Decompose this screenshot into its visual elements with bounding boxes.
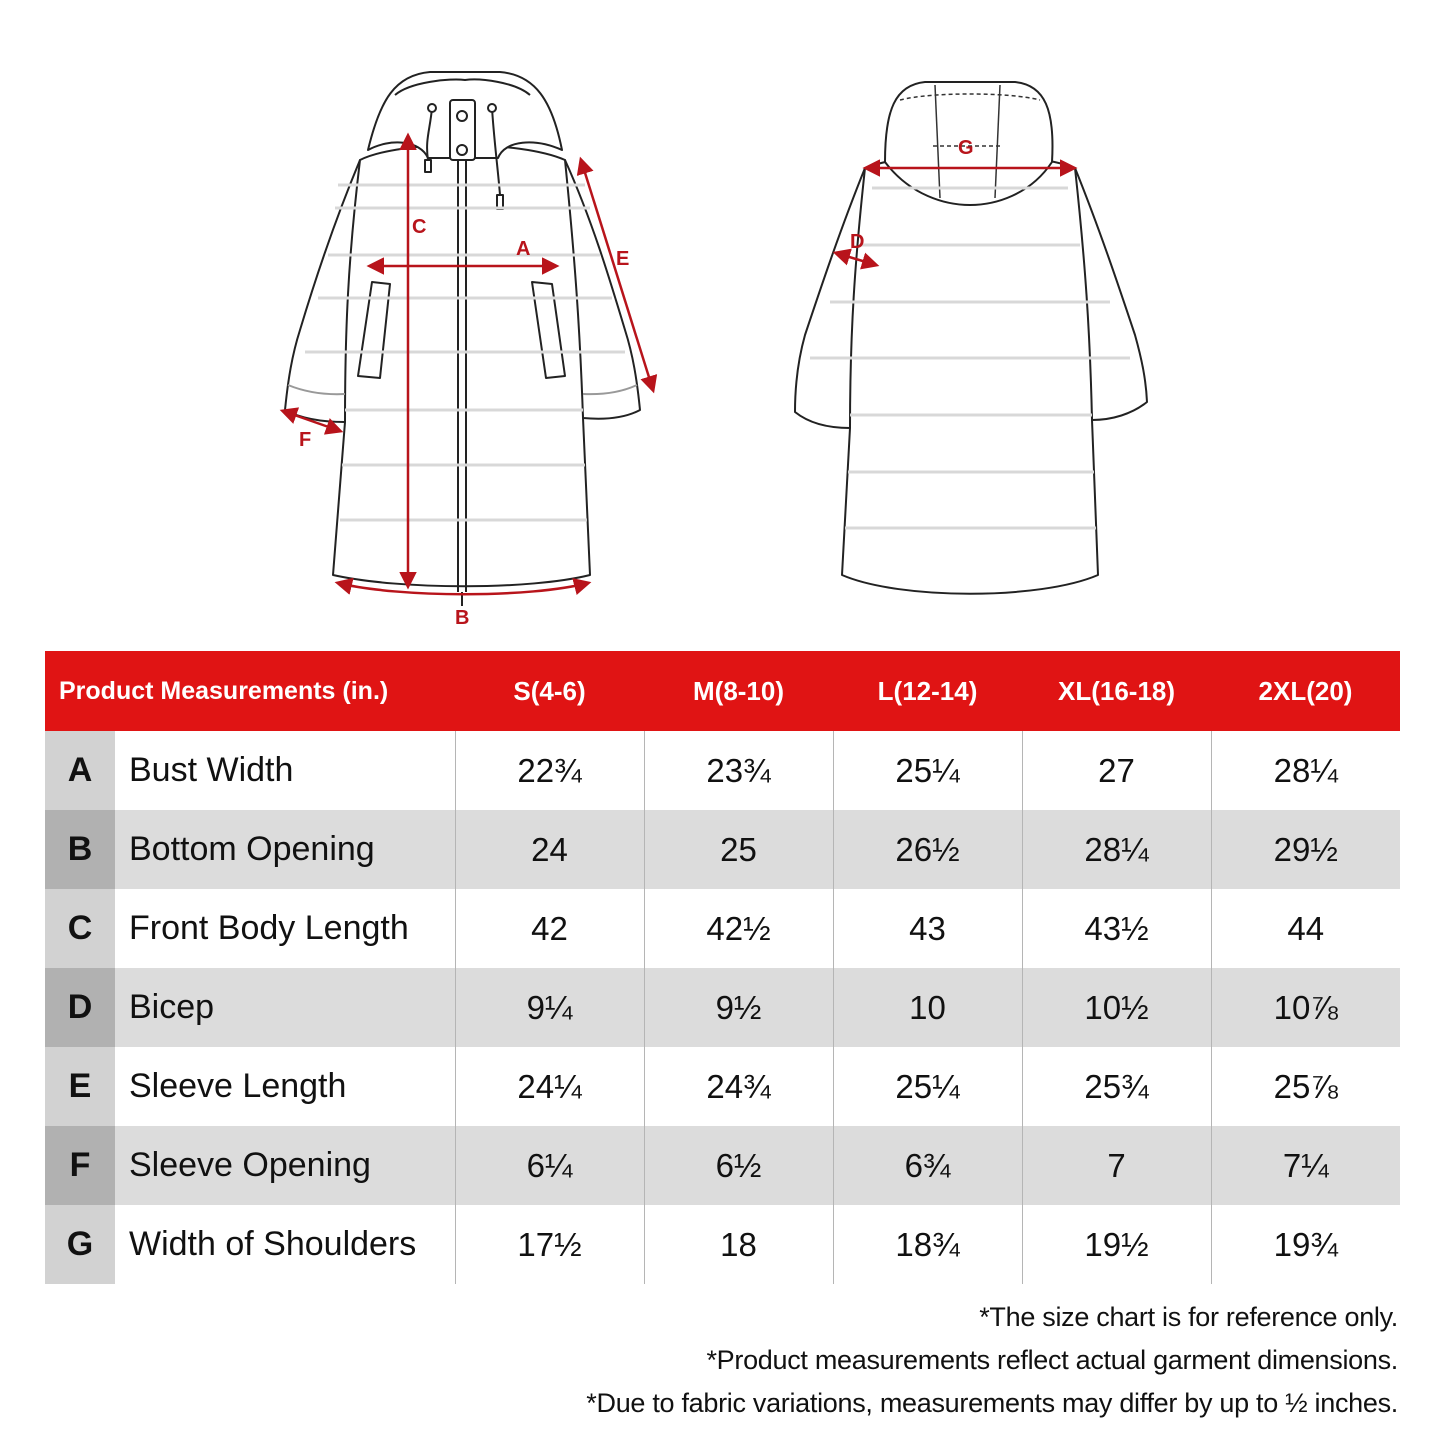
size-chart-table xyxy=(45,651,1400,1284)
cell-value: 17½ xyxy=(455,1205,644,1284)
cell-value: 42½ xyxy=(644,889,833,968)
cell-value: 43 xyxy=(833,889,1022,968)
size-header: M(8-10) xyxy=(644,651,833,731)
size-header: S(4-6) xyxy=(455,651,644,731)
cell-value: 10½ xyxy=(1022,968,1211,1047)
marker-a: A xyxy=(516,238,531,260)
row-name: Sleeve Opening xyxy=(115,1126,455,1205)
row-letter: G xyxy=(45,1205,115,1284)
coat-diagram xyxy=(0,0,1445,650)
marker-g: G xyxy=(958,137,974,159)
table-row xyxy=(45,968,1400,1047)
header-title: Product Measurements (in.) xyxy=(45,651,455,731)
row-name: Bust Width xyxy=(129,751,294,789)
cell-value: 10 xyxy=(833,968,1022,1047)
cell-value: 28¼ xyxy=(1022,810,1211,889)
row-letter: C xyxy=(45,889,115,968)
cell-value: 42 xyxy=(455,889,644,968)
cell-value: 7 xyxy=(1022,1126,1211,1205)
cell-value: 19½ xyxy=(1022,1205,1211,1284)
row-name: Front Body Length xyxy=(129,909,409,947)
table-row xyxy=(45,889,1400,968)
table-header-row xyxy=(45,651,1400,731)
row-name: Bottom Opening xyxy=(115,810,455,889)
cell-value: 18¾ xyxy=(833,1205,1022,1284)
row-letter: A xyxy=(45,731,115,810)
cell-value: 24 xyxy=(455,810,644,889)
table-row xyxy=(45,1047,1400,1126)
size-header: L(12-14) xyxy=(833,651,1022,731)
footnotes xyxy=(586,1296,1398,1425)
table-row xyxy=(45,1205,1400,1284)
cell-value: 10⅞ xyxy=(1211,968,1400,1047)
size-header: 2XL(20) xyxy=(1211,651,1400,731)
table-row xyxy=(45,810,1400,889)
cell-value: 29½ xyxy=(1211,810,1400,889)
table-row xyxy=(45,1126,1400,1205)
cell-value: 25¾ xyxy=(1022,1047,1211,1126)
row-letter: B xyxy=(45,810,115,889)
cell-value: 27 xyxy=(1022,731,1211,810)
cell-value: 24¼ xyxy=(455,1047,644,1126)
cell-value: 22¾ xyxy=(455,731,644,810)
coat-front-view xyxy=(285,72,640,606)
marker-b: B xyxy=(455,607,470,629)
cell-value: 24¾ xyxy=(644,1047,833,1126)
row-name: Bicep xyxy=(115,968,455,1047)
cell-value: 19¾ xyxy=(1211,1205,1400,1284)
marker-d: D xyxy=(850,231,865,253)
marker-c: C xyxy=(412,216,427,238)
row-letter: D xyxy=(45,968,115,1047)
cell-value: 43½ xyxy=(1022,889,1211,968)
cell-value: 9¼ xyxy=(455,968,644,1047)
note-reference: *The size chart is for reference only. xyxy=(979,1302,1398,1332)
size-header: XL(16-18) xyxy=(1022,651,1211,731)
cell-value: 23¾ xyxy=(644,731,833,810)
cell-value: 7¼ xyxy=(1211,1126,1400,1205)
cell-value: 25¼ xyxy=(833,1047,1022,1126)
marker-e: E xyxy=(616,248,630,270)
note-variation: *Due to fabric variations, measurements may differ by up to ½ inches. xyxy=(586,1388,1398,1418)
cell-value: 25⅞ xyxy=(1211,1047,1400,1126)
cell-value: 25¼ xyxy=(833,731,1022,810)
cell-value: 6¾ xyxy=(833,1126,1022,1205)
cell-value: 6½ xyxy=(644,1126,833,1205)
table-row xyxy=(45,731,1400,810)
row-name: Width of Shoulders xyxy=(129,1225,417,1263)
cell-value: 9½ xyxy=(644,968,833,1047)
cell-value: 6¼ xyxy=(455,1126,644,1205)
row-letter: E xyxy=(45,1047,115,1126)
row-name: Sleeve Length xyxy=(129,1067,347,1105)
note-dimensions: *Product measurements reflect actual garment dimensions. xyxy=(706,1345,1398,1375)
cell-value: 44 xyxy=(1211,889,1400,968)
cell-value: 26½ xyxy=(833,810,1022,889)
cell-value: 25 xyxy=(644,810,833,889)
row-letter: F xyxy=(45,1126,115,1205)
cell-value: 18 xyxy=(644,1205,833,1284)
marker-f: F xyxy=(299,429,312,451)
cell-value: 28¼ xyxy=(1211,731,1400,810)
